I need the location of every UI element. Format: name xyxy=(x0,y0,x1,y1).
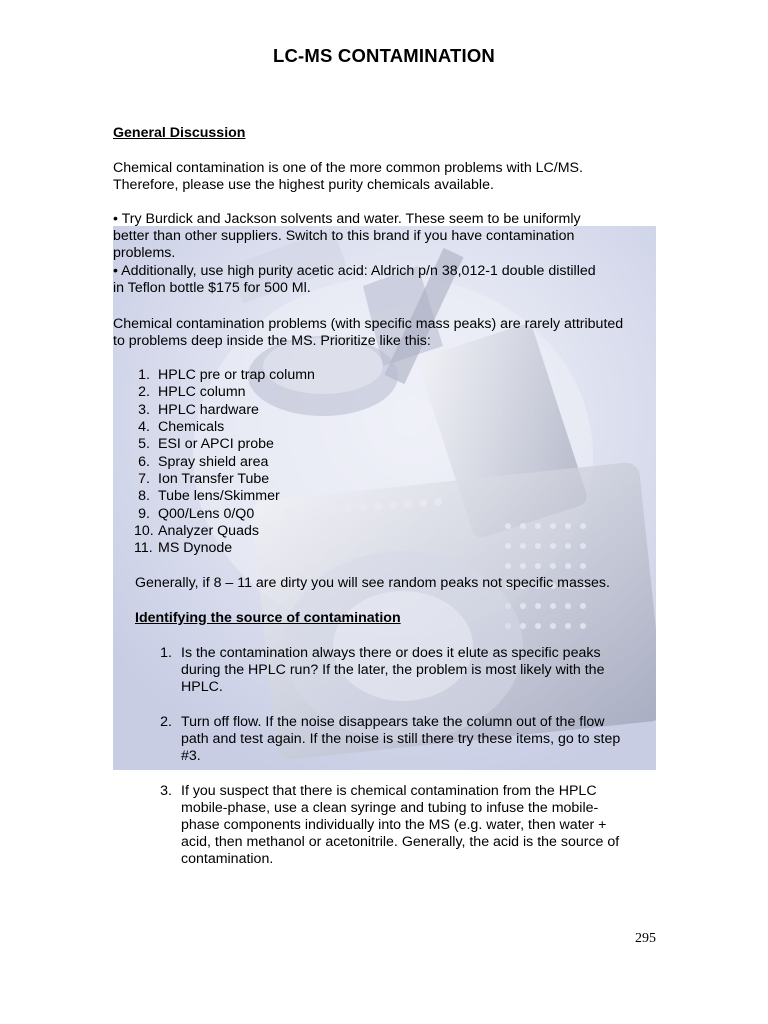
list-item: HPLC hardware xyxy=(158,402,259,418)
step-text: phase components individually into the MS (e.g. water, then water + xyxy=(181,817,607,833)
section-heading-general-discussion: General Discussion xyxy=(113,125,246,141)
list-item-number: 7. xyxy=(138,471,150,487)
list-item: Ion Transfer Tube xyxy=(158,471,270,487)
bullet-acetic-acid: in Teflon bottle $175 for 500 Ml. xyxy=(113,280,311,296)
list-item-number: 2. xyxy=(138,384,150,400)
list-item-number: 1. xyxy=(138,367,150,383)
bullet-burdick-jackson: better than other suppliers. Switch to this brand if you have contamination xyxy=(113,228,575,244)
intro-line: Therefore, please use the highest purity chemicals available. xyxy=(113,177,494,193)
step-text: path and test again. If the noise is still there try these items, go to step xyxy=(181,731,621,747)
list-item: HPLC pre or trap column xyxy=(158,367,315,383)
list-item: ESI or APCI probe xyxy=(158,436,274,452)
list-item-number: 11. xyxy=(134,540,153,556)
list-item-number: 8. xyxy=(138,488,150,504)
list-item-number: 3. xyxy=(138,402,150,418)
step-number: 3. xyxy=(160,783,172,799)
intro-line: Chemical contamination is one of the more common problems with LC/MS. xyxy=(113,160,583,176)
step-text: #3. xyxy=(181,748,201,764)
step-text: If you suspect that there is chemical contamination from the HPLC xyxy=(181,783,597,799)
list-item-number: 10. xyxy=(134,523,154,539)
bullet-burdick-jackson: problems. xyxy=(113,245,176,261)
step-text: acid, then methanol or acetonitrile. Generally, the acid is the source of xyxy=(181,834,620,850)
step-text: mobile-phase, use a clean syringe and tubing to infuse the mobile- xyxy=(181,800,599,816)
list-item-number: 4. xyxy=(138,419,150,435)
section-heading-identifying-source: Identifying the source of contamination xyxy=(135,610,401,626)
step-text: Is the contamination always there or does it elute as specific peaks xyxy=(181,645,601,661)
step-number: 2. xyxy=(160,714,172,730)
list-item: Q00/Lens 0/Q0 xyxy=(158,506,255,522)
list-item: Tube lens/Skimmer xyxy=(158,488,280,504)
bullet-burdick-jackson: • Try Burdick and Jackson solvents and water. These seem to be uniformly xyxy=(113,211,581,227)
step-text: during the HPLC run? If the later, the problem is most likely with the xyxy=(181,662,605,678)
page-title: LC-MS CONTAMINATION xyxy=(273,45,495,66)
list-item: MS Dynode xyxy=(158,540,233,556)
list-item: Spray shield area xyxy=(158,454,269,470)
list-item-number: 5. xyxy=(138,436,150,452)
list-item: Analyzer Quads xyxy=(158,523,259,539)
bullet-acetic-acid: • Additionally, use high purity acetic acid: Aldrich p/n 38,012-1 double distilled xyxy=(113,263,596,279)
list-item: HPLC column xyxy=(158,384,246,400)
step-text: HPLC. xyxy=(181,679,223,695)
list-item: Chemicals xyxy=(158,419,225,435)
priority-intro: to problems deep inside the MS. Prioritize like this: xyxy=(113,333,431,349)
step-number: 1. xyxy=(160,645,172,661)
list-item-number: 9. xyxy=(138,506,150,522)
priority-intro: Chemical contamination problems (with specific mass peaks) are rarely attributed xyxy=(113,316,624,332)
list-item-number: 6. xyxy=(138,454,150,470)
step-text: Turn off flow. If the noise disappears take the column out of the flow xyxy=(181,714,605,730)
page-number: 295 xyxy=(635,931,656,946)
generally-note: Generally, if 8 – 11 are dirty you will see random peaks not specific masses. xyxy=(135,575,610,591)
step-text: contamination. xyxy=(181,851,274,867)
